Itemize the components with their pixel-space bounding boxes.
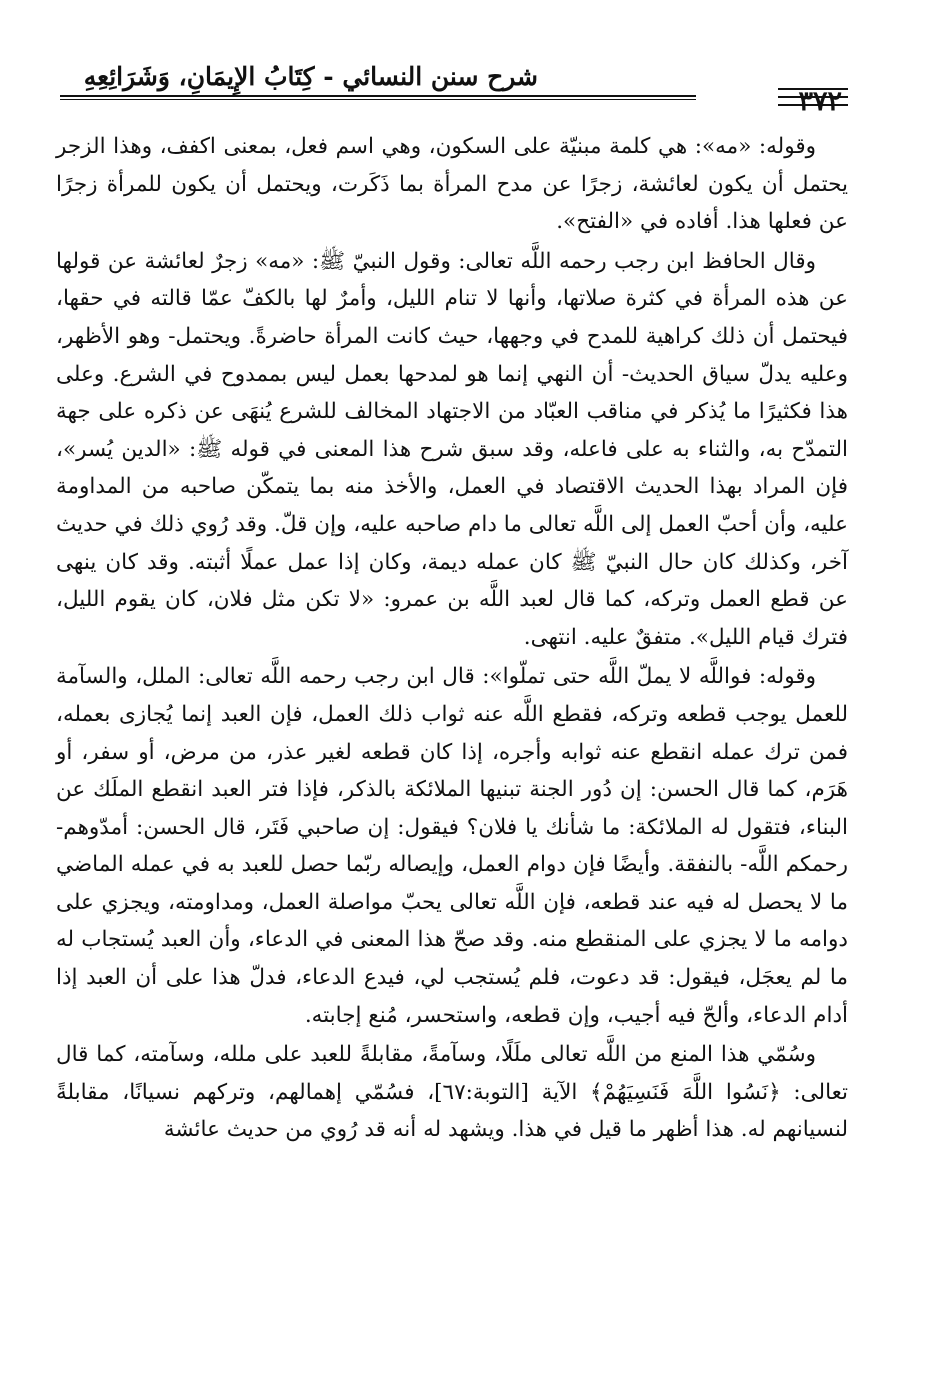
page-body <box>56 128 848 1308</box>
paragraph-allah-does-not-tire: وقوله: فواللَّه لا يملّ اللَّه حتى تملّوا»: قال ابن رجب رحمه اللَّه تعالى: الملل، والسآمة للعمل يوجب قطعه وتركه، فقطع اللَّه عنه ثواب ذلك العمل، فإن العبد إنما يُجازى بعمله، فمن ترك عمله انقطع عنه ثوابه وأجره، إذا كان قطعه لغير عذر، من مرض، أو سفر، أو هَرَم، كما قال الحسن: إن دُور الجنة تبنيها الملائكة بالذكر، فإذا فتر العبد انقطع الملَك عن البناء، فتقول له الملائكة: ما شأنك يا فلان؟ فيقول: إن صاحبي فَتَر، قال الحسن: أمدّوهم- رحمكم اللَّه- بالنفقة. وأيضًا فإن دوام العمل، وإيصاله ربّما حصل للعبد به في عمله الماضي ما لا يحصل له فيه عند قطعه، فإن اللَّه تعالى يحبّ مواصلة العمل، ومداومته، ويجزي على دوامه ما لا يجزي على المنقطع منه. وقد صحّ هذا المعنى في الدعاء، وأن العبد يُستجاب له ما لم يعجَل، فيقول: قد دعوت، فلم يُستجب لي، فيدع الدعاء، فدلّ هذا على أن العبد إذا أدام الدعاء، وألحّ فيه أجيب، وإن قطعه، واستحسر، مُنع إجابته. <box>56 664 848 1028</box>
page-number-rule-top <box>778 88 848 90</box>
page-number: ٣٧٢ <box>798 86 842 117</box>
page-number-rule-middle <box>778 96 848 98</box>
page-header <box>60 58 848 120</box>
running-title: شرح سنن النسائي - كِتَابُ الإِيمَانِ، وَشَرَائِعِهِ <box>83 62 538 91</box>
header-rule <box>60 95 696 100</box>
page-number-rule-bottom <box>778 104 848 106</box>
paragraph-naming-of-weariness: وسُمّي هذا المنع من اللَّه تعالى ملَلًا، وسآمةً، مقابلةً للعبد على ملله، وسآمته، كما قال تعالى: ﴿نَسُوا اللَّهَ فَنَسِيَهُمْ﴾ الآية [التوبة:٦٧]، فسُمّي إهمالهم، وتركهم نسيانًا، مقابلةً لنسيانهم له. هذا أظهر ما قيل في هذا. ويشهد له أنه قد رُوي من حديث عائشة <box>56 1042 848 1143</box>
paragraph-mah-explanation: وقوله: «مه»: هي كلمة مبنيّة على السكون، وهي اسم فعل، بمعنى اكفف، وهذا الزجر يحتمل أن يكون لعائشة، زجرًا عن مدح المرأة بما ذَكَرت، ويحتمل أن يكون للمرأة زجرًا عن فعلها هذا. أفاده في «الفتح». <box>56 134 848 235</box>
paragraph-ibn-rajab-commentary: وقال الحافظ ابن رجب رحمه اللَّه تعالى: وقول النبيّ ﷺ: «مه» زجرٌ لعائشة عن قولها عن هذه المرأة في كثرة صلاتها، وأنها لا تنام الليل، وأمرٌ لها بالكفّ عمّا قالته في حقها، فيحتمل أن ذلك كراهية للمدح في وجهها، حيث كانت المرأة حاضرةً. ويحتمل- وهو الأظهر، وعليه يدلّ سياق الحديث- أن النهي إنما هو لمدحها بعمل ليس بممدوح في الشرع. وعلى هذا فكثيرًا ما يُذكر في مناقب العبّاد من الاجتهاد المخالف للشرع يُنهَى عن ذكره على جهة التمدّح به، والثناء به على فاعله، وقد سبق شرح هذا المعنى في قوله ﷺ: «الدين يُسر»، فإن المراد بهذا الحديث الاقتصاد في العمل، والأخذ منه بما يتمكّن صاحبه من المداومة عليه، وأن أحبّ العمل إلى اللَّه تعالى ما دام صاحبه عليه، وإن قلّ. وقد رُوي ذلك في حديث آخر، وكذلك كان حال النبيّ ﷺ كان عمله ديمة، وكان إذا عمل عملًا أثبته. وقد كان ينهى عن قطع العمل وتركه، كما قال لعبد اللَّه بن عمرو: «لا تكن مثل فلان، كان يقوم الليل، فترك قيام الليل». متفقٌ عليه. انتهى. <box>56 248 848 650</box>
